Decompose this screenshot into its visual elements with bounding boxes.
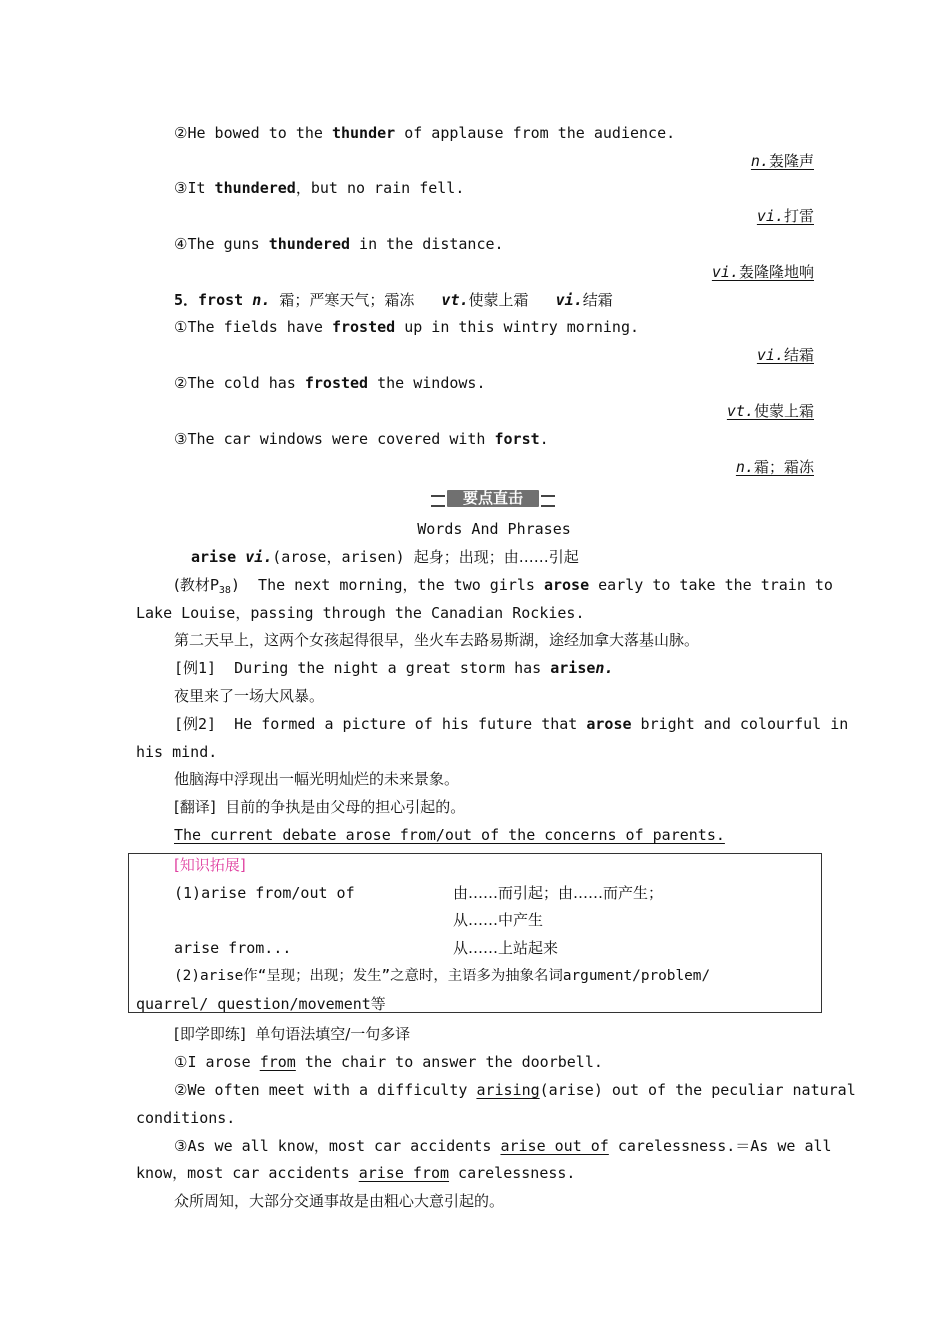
practice-label: [即学即练] 单句语法填空/一句多译 xyxy=(174,1025,411,1043)
knowledge-item-3: (2)arise作“呈现；出现；发生”之意时，主语多为抽象名词argument/problem/ xyxy=(174,968,711,984)
banner-title: 要点直击 xyxy=(462,489,523,507)
translation-prompt: [翻译] 目前的争执是由父母的担心引起的。 xyxy=(174,798,466,816)
arise-example-1: [例1] During the night a great storm has arisen. xyxy=(174,659,614,677)
frost-example-3-gloss: n.霜；霜冻 xyxy=(735,458,814,476)
translation-answer: The current debate arose from/out of the concerns of parents. xyxy=(174,826,725,844)
arise-example-2-translation: 他脑海中浮现出一幅光明灿烂的未来景象。 xyxy=(174,770,460,788)
frost-example-1-gloss: vi.结霜 xyxy=(756,346,814,364)
knowledge-item-1-meaning-a: 由……而引起；由……而产生； xyxy=(453,884,664,902)
frost-example-3: ③The car windows were covered with forst. xyxy=(174,430,549,448)
thunder-example-2: ②He bowed to the thunder of applause from the audience. xyxy=(174,124,676,142)
practice-question-3: ③As we all know，most car accidents arise out of carelessness.＝As we all xyxy=(174,1137,832,1155)
thunder-example-4: ④The guns thundered in the distance. xyxy=(174,235,504,253)
practice-question-1: ①I arose from the chair to answer the doorbell. xyxy=(174,1053,603,1071)
practice-question-3-line2: know，most car accidents arise from carelessness. xyxy=(136,1164,576,1182)
practice-answer-1: from xyxy=(259,1053,296,1071)
arise-textbook-sentence: (教材$P_{38}$) The next morning，the two girls arose early to take the train to xyxy=(174,576,833,596)
practice-answer-3b: arise from xyxy=(358,1164,450,1182)
knowledge-item-1: (1)arise from/out of xyxy=(174,884,355,902)
thunder-example-3-gloss: vi.打雷 xyxy=(756,207,814,225)
knowledge-item-2-meaning: 从……上站起来 xyxy=(453,939,559,957)
knowledge-item-3-line2: quarrel/ question/movement等 xyxy=(136,995,386,1013)
knowledge-item-1-meaning-b: 从……中产生 xyxy=(453,911,544,929)
arise-example-2-line2: his mind. xyxy=(136,743,218,761)
arise-textbook-translation: 第二天早上，这两个女孩起得很早，坐火车去路易斯湖，途经加拿大落基山脉。 xyxy=(174,631,700,649)
frost-example-2-gloss: vt.使蒙上霜 xyxy=(726,402,814,420)
arise-example-1-translation: 夜里来了一场大风暴。 xyxy=(174,687,325,705)
thunder-example-2-gloss: n.轰隆声 xyxy=(750,152,814,170)
arise-headword: arise vi.(arose，arisen) 起身；出现；由……引起 xyxy=(191,548,579,566)
knowledge-box xyxy=(128,853,822,1013)
section-heading: Words And Phrases xyxy=(417,520,571,538)
arise-example-2: [例2] He formed a picture of his future that arose bright and colourful in xyxy=(174,715,849,733)
practice-question-2: ②We often meet with a difficulty arising(arise) out of the peculiar natural xyxy=(174,1081,856,1099)
section-banner xyxy=(431,488,555,508)
practice-answer-3a: arise out of xyxy=(500,1137,609,1155)
knowledge-label: [知识拓展] xyxy=(174,856,246,874)
frost-example-2: ②The cold has frosted the windows. xyxy=(174,374,486,392)
banner-left-ornament xyxy=(431,495,445,507)
arise-textbook-sentence-line2: Lake Louise，passing through the Canadian Rockies. xyxy=(136,604,585,622)
thunder-example-4-gloss: vi.轰隆隆地响 xyxy=(711,263,814,281)
practice-answer-2: arising xyxy=(476,1081,540,1099)
practice-question-2-line2: conditions. xyxy=(136,1109,236,1127)
frost-example-1: ①The fields have frosted up in this wintry morning. xyxy=(174,318,640,336)
thunder-example-3: ③It thundered，but no rain fell. xyxy=(174,179,465,197)
banner-right-ornament xyxy=(541,495,555,507)
frost-headword: 5．frost n. 霜；严寒天气；霜冻 vt.使蒙上霜 vi.结霜 xyxy=(174,291,613,309)
knowledge-item-2: arise from... xyxy=(174,939,292,957)
practice-question-3-translation: 众所周知，大部分交通事故是由粗心大意引起的。 xyxy=(174,1192,505,1210)
